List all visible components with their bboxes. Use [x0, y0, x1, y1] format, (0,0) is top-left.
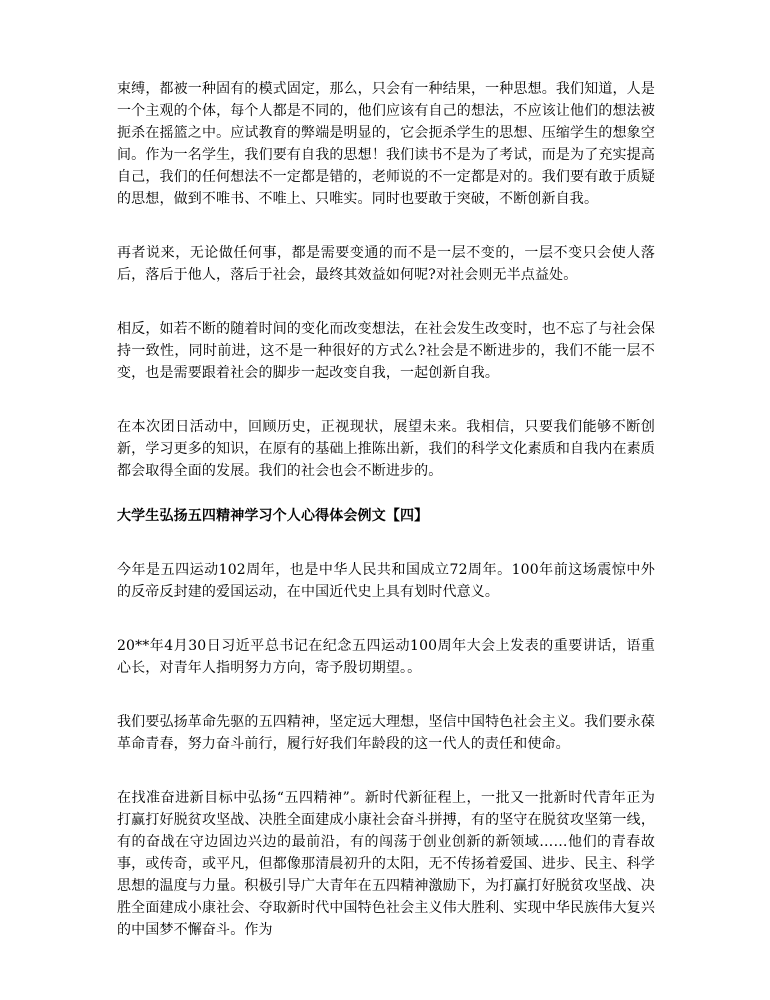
spacer: [117, 384, 655, 416]
spacer: [117, 603, 655, 635]
spacer: [117, 210, 655, 242]
paragraph-8: 在找准奋进新目标中弘扬“五四精神”。新时代新征程上，一批又一批新时代青年正为打赢打好脱贫攻坚战、决胜全面建成小康社会奋斗拼搏，有的坚守在脱贫攻坚第一线，有的奋战在守边固边兴边的最前沿，有的闯荡于创业创新的新领域……他们的青春故事，或传奇，或平凡，但都像那清晨初升的太阳，无不传扬着爱国、进步、民主、科学思想的温度与力量。积极引导广大青年在五四精神激励下，为打赢打好脱贫攻坚战、决胜全面建成小康社会、夺取新时代中国特色社会主义伟大胜利、实现中华民族伟大复兴的中国梦不懈奋斗。作为: [117, 790, 655, 938]
document-page: [117, 78, 655, 941]
spacer: [117, 527, 655, 559]
spacer: [117, 755, 655, 787]
paragraph-7: 我们要弘扬革命先驱的五四精神，坚定远大理想，坚信中国特色社会主义。我们要永葆革命青春，努力奋斗前行，履行好我们年龄段的这一代人的责任和使命。: [117, 714, 655, 752]
paragraph-1: 束缚，都被一种固有的模式固定，那么，只会有一种结果，一种思想。我们知道，人是一个主观的个体，每个人都是不同的，他们应该有自己的想法，不应该让他们的想法被扼杀在摇篮之中。应试教育的弊端是明显的，它会扼杀学生的思想、压缩学生的想象空间。作为一名学生，我们要有自我的思想！我们读书不是为了考试，而是为了充实提高自己，我们的任何想法不一定都是错的，老师说的不一定都是对的。我们要有敢于质疑的思想，做到不唯书、不唯上、只唯实。同时也要敢于突破，不断创新自我。: [117, 81, 655, 207]
paragraph-5: 今年是五四运动102周年，也是中华人民共和国成立72周年。100年前这场震惊中外的反帝反封建的爱国运动，在中国近代史上具有划时代意义。: [117, 562, 655, 600]
paragraph-3: 相反，如若不断的随着时间的变化而改变想法，在社会发生改变时，也不忘了与社会保持一致性，同时前进，这不是一种很好的方式么?社会是不断进步的，我们不能一层不变，也是需要跟着社会的脚步一起改变自我，一起创新自我。: [117, 321, 655, 381]
paragraph-2: 再者说来，无论做任何事，都是需要变通的而不是一层不变的，一层不变只会使人落后，落后于他人，落后于社会，最终其效益如何呢?对社会则无半点益处。: [117, 245, 655, 283]
section-heading: 大学生弘扬五四精神学习个人心得体会例文【四】: [117, 508, 429, 524]
spacer: [117, 679, 655, 711]
paragraph-4: 在本次团日活动中，回顾历史，正视现状，展望未来。我相信，只要我们能够不断创新，学习更多的知识，在原有的基础上推陈出新，我们的科学文化素质和自我内在素质都会取得全面的发展。我们的社会也会不断进步的。: [117, 419, 655, 479]
spacer: [117, 286, 655, 318]
paragraph-6: 20**年4月30日习近平总书记在纪念五四运动100周年大会上发表的重要讲话，语重心长，对青年人指明努力方向，寄予殷切期望。。: [117, 638, 655, 676]
spacer: [117, 482, 655, 505]
